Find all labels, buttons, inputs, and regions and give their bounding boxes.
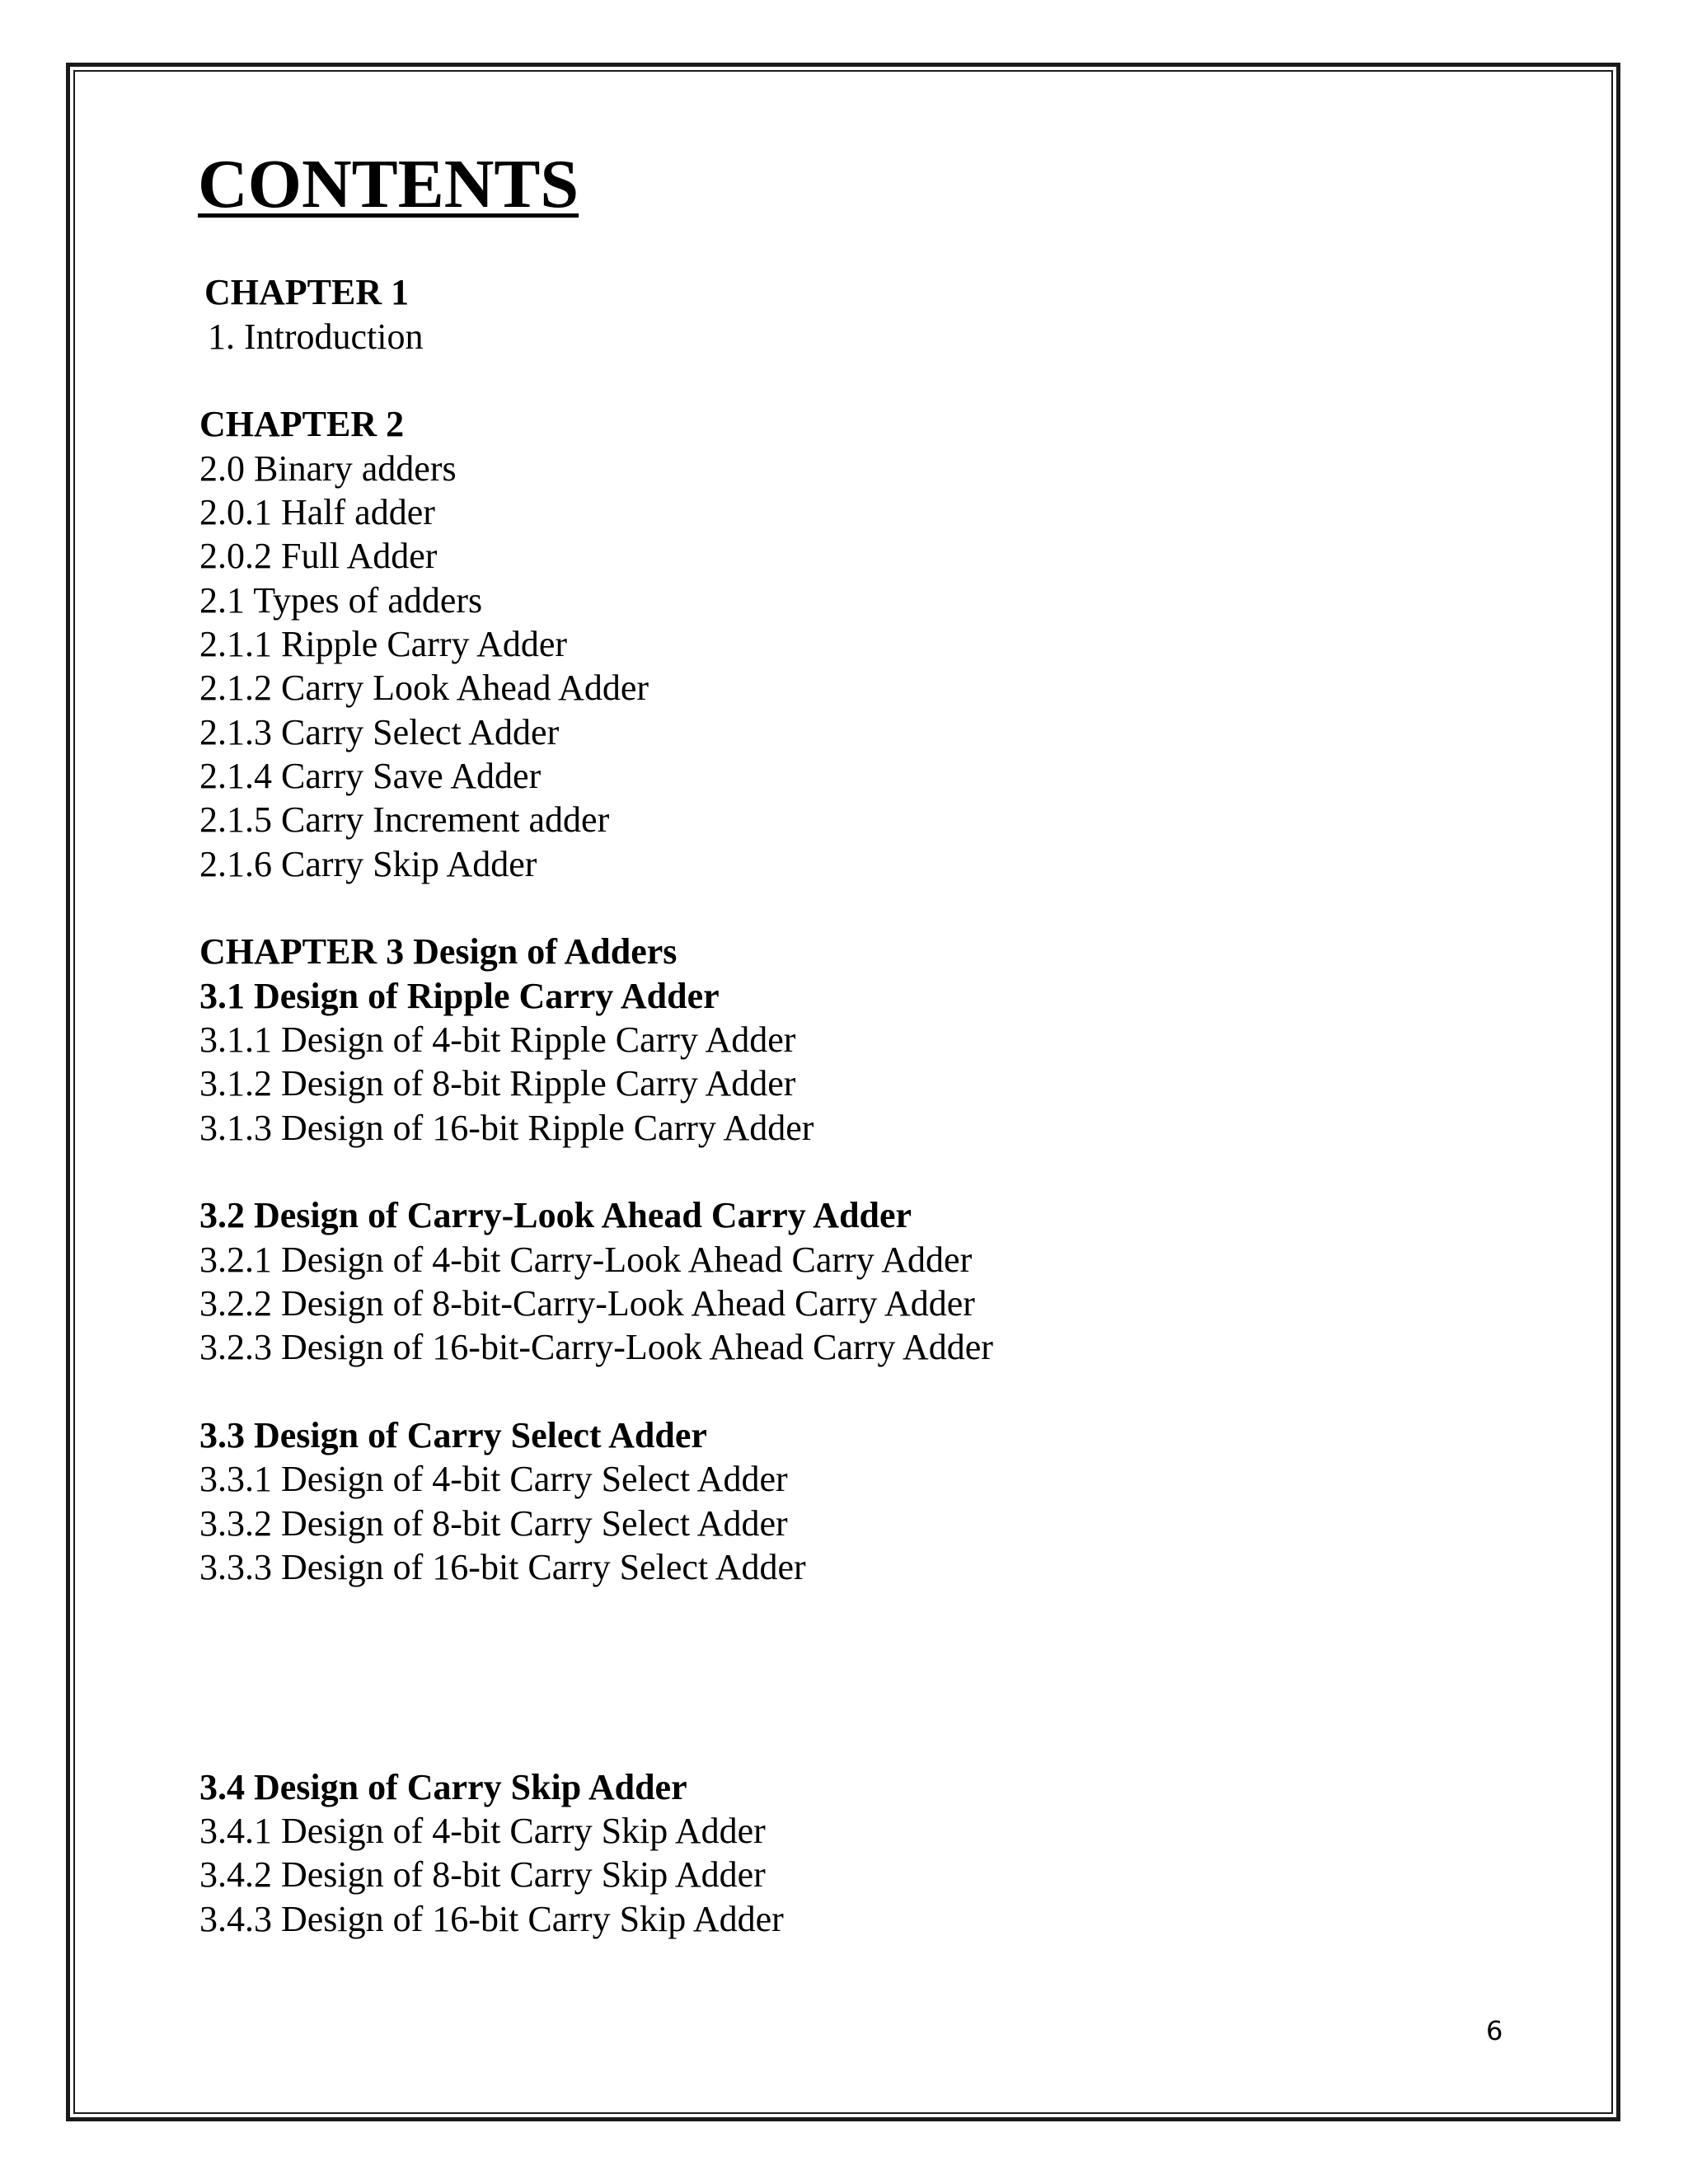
toc-entry: 1. Introduction bbox=[208, 316, 424, 357]
toc-entry: 2.1.4 Carry Save Adder bbox=[199, 756, 542, 796]
toc-entry: 2.0.2 Full Adder bbox=[199, 536, 438, 576]
toc-entry: 3.1.3 Design of 16-bit Ripple Carry Adder bbox=[199, 1108, 814, 1148]
toc-entry: 3.2.1 Design of 4-bit Carry-Look Ahead Carry Adder bbox=[199, 1240, 973, 1280]
section-heading: 3.2 Design of Carry-Look Ahead Carry Adder bbox=[199, 1195, 912, 1235]
page-number: 6 bbox=[1486, 2015, 1503, 2046]
toc-entry: 3.4.1 Design of 4-bit Carry Skip Adder bbox=[199, 1811, 766, 1851]
section-heading: 3.4 Design of Carry Skip Adder bbox=[199, 1767, 687, 1807]
chapter-1-heading: CHAPTER 1 bbox=[204, 272, 410, 312]
toc-entry: 3.4.2 Design of 8-bit Carry Skip Adder bbox=[199, 1854, 766, 1895]
toc-entry: 3.3.1 Design of 4-bit Carry Select Adder bbox=[199, 1459, 788, 1499]
toc-entry: 2.1.5 Carry Increment adder bbox=[199, 799, 610, 840]
toc-entry: 3.1.1 Design of 4-bit Ripple Carry Adder bbox=[199, 1019, 796, 1060]
toc-entry: 3.2.3 Design of 16-bit-Carry-Look Ahead Carry Adder bbox=[199, 1327, 993, 1367]
toc-entry: 3.2.2 Design of 8-bit-Carry-Look Ahead Carry Adder bbox=[199, 1283, 975, 1324]
toc-entry: 2.1.1 Ripple Carry Adder bbox=[199, 624, 568, 664]
chapter-2-heading: CHAPTER 2 bbox=[199, 404, 405, 444]
toc-entry: 2.0.1 Half adder bbox=[199, 492, 435, 532]
toc-entry: 2.0 Binary adders bbox=[199, 448, 457, 489]
toc-entry: 3.3.2 Design of 8-bit Carry Select Adder bbox=[199, 1503, 788, 1544]
page-title: CONTENTS bbox=[198, 146, 579, 223]
toc-entry: 2.1.6 Carry Skip Adder bbox=[199, 844, 537, 884]
toc-entry: 3.1.2 Design of 8-bit Ripple Carry Adder bbox=[199, 1063, 796, 1104]
chapter-3-heading: CHAPTER 3 Design of Adders bbox=[199, 931, 678, 972]
toc-entry: 2.1.2 Carry Look Ahead Adder bbox=[199, 668, 649, 708]
section-heading: 3.1 Design of Ripple Carry Adder bbox=[199, 976, 720, 1016]
toc-entry: 3.3.3 Design of 16-bit Carry Select Adder bbox=[199, 1547, 806, 1587]
section-heading: 3.3 Design of Carry Select Adder bbox=[199, 1415, 707, 1455]
toc-entry: 2.1.3 Carry Select Adder bbox=[199, 712, 560, 752]
toc-entry: 2.1 Types of adders bbox=[199, 580, 483, 621]
toc-entry: 3.4.3 Design of 16-bit Carry Skip Adder bbox=[199, 1899, 784, 1939]
